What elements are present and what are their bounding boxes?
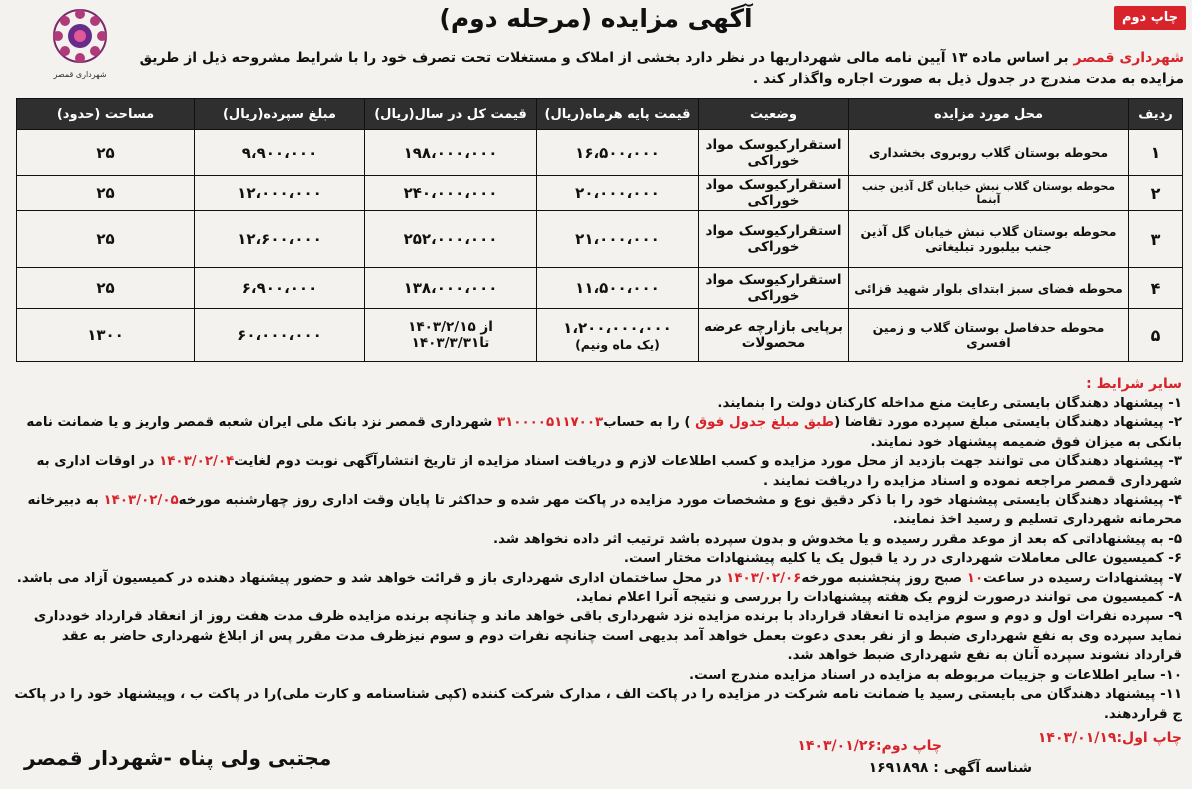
signer-name: مجتبی ولی پناه -شهردار قمصر (24, 746, 332, 770)
cell-deposit: ۶،۹۰۰،۰۰۰ (195, 268, 365, 309)
cell-base-price: ۱۱،۵۰۰،۰۰۰ (537, 268, 699, 309)
condition-date: ۱۴۰۳/۰۲/۰۵ (103, 493, 179, 509)
cell-status: استقرارکیوسک مواد خوراکی (699, 211, 849, 268)
header-total-price: قیمت کل در سال(ریال) (365, 99, 537, 130)
table-row (17, 176, 1183, 211)
header-status: وضعیت (699, 99, 849, 130)
table-header-row (17, 99, 1183, 130)
condition-item: ۱۰- سایر اطلاعات و جزییات مربوطه به مزایده در اسناد مزایده مندرج است. (689, 667, 1182, 683)
cell-deposit: ۱۲،۰۰۰،۰۰۰ (195, 176, 365, 211)
condition-text: در محل ساختمان اداری شهرداری باز و قرائت خواهد شد و حضور پیشنهاد دهنده در کمیسیون آزاد می باشد. (16, 570, 727, 586)
cell-deposit: ۹،۹۰۰،۰۰۰ (195, 130, 365, 176)
ad-id (869, 760, 1032, 776)
condition-item (14, 452, 1182, 491)
table-row (17, 268, 1183, 309)
condition-item (14, 413, 1182, 452)
cell-row: ۳ (1129, 211, 1183, 268)
condition-item: ۱۱- پیشنهاد دهندگان می بایستی رسید یا ضمانت نامه شرکت در مزایده را در پاکت الف ، مدارک شرکت کننده (کپی شناسنامه و کارت ملی)را در پاکت ب ، وپیشنهاد خود را در پاکت ج قراردهند. (14, 687, 1182, 722)
header-row-number: ردیف (1129, 99, 1183, 130)
cell-status: استقرارکیوسک مواد خوراکی (699, 268, 849, 309)
header-base-price: قیمت پایه هرماه(ریال) (537, 99, 699, 130)
condition-text: ۴- پیشنهاد دهندگان بایستی پیشنهاد خود را با ذکر دقیق نوع و مشخصات مورد مزایده در پاکت مهر شده و حداکثر تا پایان وقت اداری روز چهارشنبه مورخه (178, 493, 1182, 509)
condition-highlight: طبق مبلغ جدول فوق (695, 415, 835, 431)
cell-base-price (537, 309, 699, 362)
account-number: ۳۱۰۰۰۰۵۱۱۷۰۰۳ (496, 415, 604, 431)
cell-location: محوطه بوستان گلاب نبش خیابان گل آذین جنب بیلبورد تبلیغاتی (849, 211, 1129, 268)
condition-text: صبح روز پنجشنبه مورخه (801, 570, 967, 586)
cell-area: ۲۵ (17, 176, 195, 211)
cell-total-price: ۱۳۸،۰۰۰،۰۰۰ (365, 268, 537, 309)
cell-base-price: ۲۱،۰۰۰،۰۰۰ (537, 211, 699, 268)
intro-paragraph (134, 48, 1184, 90)
condition-text: به دبیرخانه محرمانه شهرداری تسلیم و رسید اخذ نمایند. (27, 493, 1182, 528)
cell-row: ۴ (1129, 268, 1183, 309)
table-row (17, 211, 1183, 268)
condition-item (14, 569, 1182, 588)
period-start: از ۱۴۰۳/۲/۱۵ (408, 319, 493, 335)
cell-area: ۲۵ (17, 211, 195, 268)
cell-base-price: ۱۶،۵۰۰،۰۰۰ (537, 130, 699, 176)
footer (0, 720, 1192, 789)
header-location: محل مورد مزایده (849, 99, 1129, 130)
condition-item: ۸- کمیسیون می توانند درصورت لزوم یک هفته پیشنهادات را بررسی و نتیجه آنرا اعلام نماید. (575, 590, 1182, 606)
intro-text: بر اساس ماده ۱۳ آیین نامه مالی شهرداریها در نظر دارد بخشی از املاک و مستغلات تحت تصرف خود را با شرایط مشروحه ذیل از طریق مزایده به مدت مندرج در جدول ذیل به صورت اجاره واگذار کند . (139, 50, 1184, 87)
cell-row: ۱ (1129, 130, 1183, 176)
first-print-date: چاپ اول:۱۴۰۳/۰۱/۱۹ (1037, 730, 1182, 746)
cell-total-price: ۲۴۰،۰۰۰،۰۰۰ (365, 176, 537, 211)
cell-location: محوطه بوستان گلاب نبش خیابان گل آذین جنب آبنما (849, 176, 1129, 211)
logo-caption: شهرداری قمصر (53, 70, 107, 79)
second-print-badge: چاپ دوم (1114, 6, 1186, 30)
ad-id-value: ۱۶۹۱۸۹۸ (868, 760, 929, 776)
table-row (17, 130, 1183, 176)
cell-total-price: ۲۵۲،۰۰۰،۰۰۰ (365, 211, 537, 268)
auction-table (16, 98, 1183, 362)
cell-total-price (365, 309, 537, 362)
cell-base-price: ۲۰،۰۰۰،۰۰۰ (537, 176, 699, 211)
cell-deposit: ۶۰،۰۰۰،۰۰۰ (195, 309, 365, 362)
intro-org: شهرداری قمصر (1073, 50, 1184, 66)
condition-hour: ۱۰ (966, 570, 984, 586)
cell-area: ۲۵ (17, 268, 195, 309)
cell-area: ۱۳۰۰ (17, 309, 195, 362)
condition-text: ۷- پیشنهادات رسیده در ساعت (983, 570, 1182, 586)
condition-text: ) را به حساب (603, 415, 696, 431)
cell-area: ۲۵ (17, 130, 195, 176)
period-end: تا۱۴۰۳/۳/۳۱ (411, 335, 490, 351)
condition-item: ۵- به پیشنهاداتی که بعد از موعد مقرر رسیده و یا مخدوش و بدون سپرده باشد ترتیب اثر داده نخواهد شد. (493, 531, 1182, 547)
condition-text: ۲- پیشنهاد دهندگان بایستی مبلغ سپرده مورد تقاضا ( (834, 415, 1182, 431)
cell-location: محوطه بوستان گلاب روبروی بخشداری (849, 130, 1129, 176)
condition-item (14, 491, 1182, 530)
cell-row: ۵ (1129, 309, 1183, 362)
ad-id-label: شناسه آگهی : (933, 760, 1032, 776)
base-price-value: ۱،۲۰۰،۰۰۰،۰۰۰ (563, 318, 672, 337)
cell-status: استقرارکیوسک مواد خوراکی (699, 176, 849, 211)
condition-item: ۶- کمیسیون عالی معاملات شهرداری در رد یا قبول یک یا کلیه پیشنهادات مختار است. (623, 551, 1182, 567)
header-area: مساحت (حدود) (17, 99, 195, 130)
table-row (17, 309, 1183, 362)
cell-total-price: ۱۹۸،۰۰۰،۰۰۰ (365, 130, 537, 176)
cell-status: استقرارکیوسک مواد خوراکی (699, 130, 849, 176)
cell-deposit: ۱۲،۶۰۰،۰۰۰ (195, 211, 365, 268)
condition-item: ۱- پیشنهاد دهندگان بایستی رعایت منع مداخله کارکنان دولت را بنمایند. (717, 396, 1182, 411)
cell-location: محوطه حدفاصل بوستان گلاب و زمین افسری (849, 309, 1129, 362)
condition-text: در اوقات اداری به شهرداری قمصر مراجعه نموده و اسناد مزایده را دریافت نمایند . (36, 454, 1182, 489)
cell-row: ۲ (1129, 176, 1183, 211)
condition-text: ۳- پیشنهاد دهندگان می توانند جهت بازدید از محل مورد مزایده و کسب اطلاعات لازم و دریافت اسناد مزایده از تاریخ انتشارآگهی نوبت دوم لغایت (234, 454, 1182, 470)
condition-text: شهرداری قمصر نزد بانک ملی ایران شعبه قمصر واریز و یا ضمانت نامه بانکی به میزان فوق ضمیمه پیشنهاد خود نمایند. (26, 415, 1182, 450)
base-price-note: (یک ماه ونیم) (575, 336, 660, 352)
other-conditions-title: سایر شرایط : (1086, 376, 1182, 392)
conditions-list (14, 394, 1182, 724)
header-deposit: مبلغ سپرده(ریال) (195, 99, 365, 130)
cell-status: برپایی بازارچه عرضه محصولات (699, 309, 849, 362)
condition-date: ۱۴۰۳/۰۲/۰۶ (726, 570, 802, 586)
second-print-date: چاپ دوم:۱۴۰۳/۰۱/۲۶ (797, 738, 942, 754)
cell-location: محوطه فضای سبز ابتدای بلوار شهید قزائی (849, 268, 1129, 309)
page-title: آگهی مزایده (مرحله دوم) (439, 4, 753, 33)
condition-date: ۱۴۰۳/۰۲/۰۴ (159, 454, 235, 470)
condition-item: ۹- سپرده نفرات اول و دوم و سوم مزایده تا انعقاد قرارداد با برنده مزایده نزد شهرداری باقی خواهد ماند و چنانچه برنده مزایده ظرف مدت هفت روز از انعقاد قرارداد خودداری نماید سپرده وی به نفع شهرداری ضبط و از نفر بعدی دعوت بعمل خواهد آمد بدیهی است چنانچه نفرات دوم و سوم نیزظرف مدت مقرر پس از ابلاغ شهرداری حاضر به عقد قرارداد نشوند سپرده آنان به نفع شهرداری ضبط خواهد شد. (33, 609, 1182, 664)
